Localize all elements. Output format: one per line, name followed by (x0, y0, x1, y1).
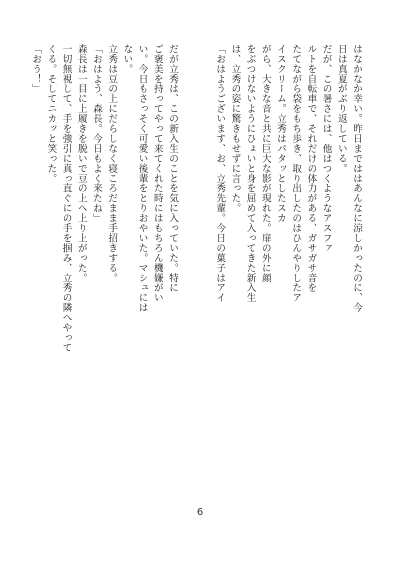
text-line: たてながら袋をもち歩き、取り出したのはひんやりしたア (290, 44, 302, 303)
text-line: くる。そしてニカッと笑った。 (45, 44, 57, 184)
text-line: ない。 (121, 44, 133, 74)
text-line: イスクリーム。立秀はパタッとしたスカ (274, 44, 286, 224)
text-line: をぶつけないようにひょいと身を屈めて入ってきた新入生 (244, 44, 256, 303)
text-line: ルトを自転車で、それだけの体力がある、ガサガサ音を (305, 44, 317, 293)
text-line: はなかなか幸い。昨日までははあんなに涼しかったのに、今 (351, 44, 362, 313)
text-column-left (30, 44, 180, 476)
text-line: がら、大きな音と共に巨大な影が現れた。扉の外に顔 (259, 44, 271, 283)
text-line: ご褒美を持ってやって来てくれた時にはもちろん機嫌がい (151, 44, 163, 303)
text-line: 「おはようございます、お、立秀先輩。今日の菓子はアイ (214, 44, 226, 303)
text-line: 日は真夏がぶり返している。 (335, 44, 347, 174)
text-line: 「おう！」 (30, 44, 42, 94)
text-line: だが立秀は、この新入生のことを気に入っていた。特に (167, 44, 178, 293)
text-line: 森長は一目に上履きを脱いで豆の上へ上り上がった。 (75, 44, 87, 283)
text-line: 立秀は豆の上にだらしなく寝ころだまま手招きする。 (106, 44, 118, 283)
text-column-right (214, 44, 364, 476)
text-line: は、立秀の姿に驚きもせずに言った。 (229, 44, 241, 214)
text-line: い。今日もさっそく可愛い後輩をとりおやいた。マシュには (136, 44, 148, 313)
text-line: 一切無視して、手を強引に真っ直ぐにの手を掴み、立秀の隣へやって (60, 44, 72, 353)
text-line: だが、この暑さには、他はつくようなアスファ (320, 44, 332, 253)
page-number: 6 (196, 507, 204, 518)
text-line: 「おはよう、森長。今日もよく来たね」 (90, 44, 102, 224)
